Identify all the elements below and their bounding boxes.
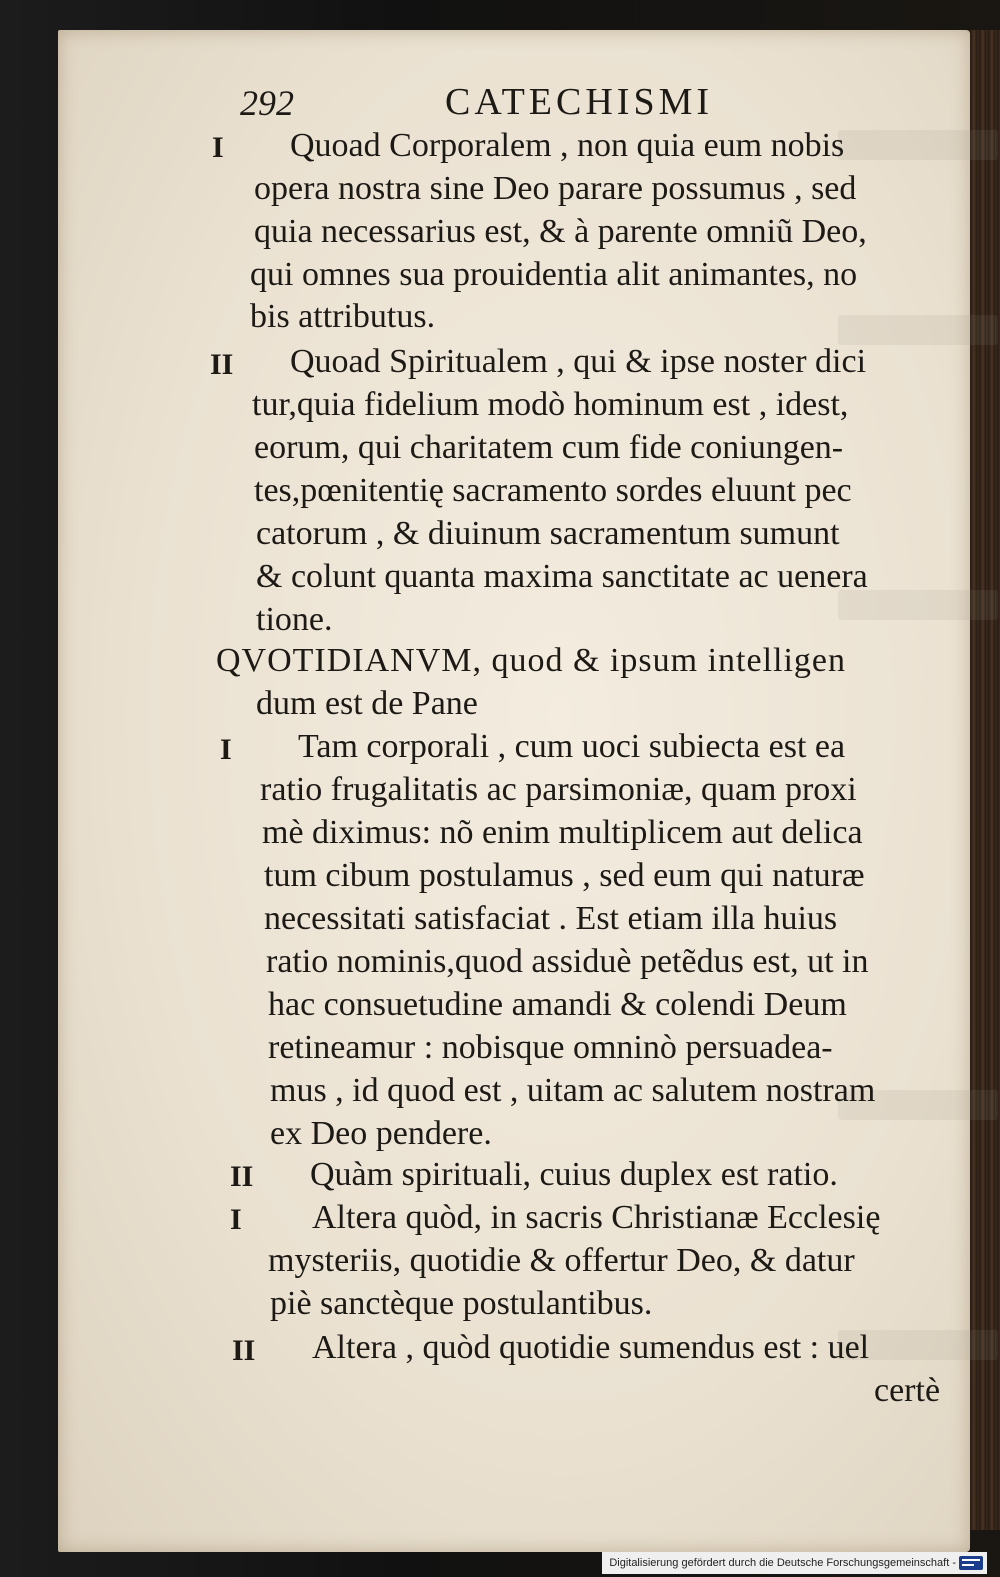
text-line: necessitati satisfaciat . Est etiam illa huius (264, 900, 838, 937)
page-edges (968, 30, 1000, 1530)
entry-marker: I (220, 733, 232, 766)
section-heading-line: QVOTIDIANVM, quod & ipsum intelligen (216, 642, 847, 679)
entry-marker: I (212, 131, 224, 164)
show-through (838, 130, 998, 160)
entry-marker: II (210, 348, 234, 381)
text-line: retineamur : nobisque omninò persuadea- (268, 1029, 833, 1066)
text-line: Quoad Spiritualem , qui & ipse noster dici (290, 343, 867, 380)
text-line: Quàm spirituali, cuius duplex est ratio. (310, 1156, 838, 1193)
text-line: catorum , & diuinum sacramentum sumunt (256, 515, 840, 552)
text-line: mysteriis, quotidie & offertur Deo, & datur (268, 1242, 855, 1279)
text-line: qui omnes sua prouidentia alit animantes, no (250, 256, 858, 293)
show-through (838, 315, 998, 345)
text-line: eorum, qui charitatem cum fide coniungen- (254, 429, 844, 466)
text-line: quia necessarius est, & à parente omniũ Deo, (254, 213, 867, 250)
text-line: tur,quia fidelium modò hominum est , idest, (252, 386, 849, 423)
entry-marker: II (232, 1334, 256, 1367)
text-line: Quoad Corporalem , non quia eum nobis (290, 127, 845, 164)
text-line: bis attributus. (250, 298, 436, 335)
text-line: & colunt quanta maxima sanctitate ac uenera (256, 558, 868, 595)
catchword: certè (874, 1372, 941, 1409)
text-line: tes,pœnitentię sacramento sordes eluunt pec (254, 472, 852, 509)
text-line: ratio nominis,quod assiduè petẽdus est, ut in (266, 943, 869, 980)
entry-marker: I (230, 1203, 242, 1236)
digitization-footer (602, 1552, 987, 1574)
text-line: mus , id quod est , uitam ac salutem nostram (270, 1072, 876, 1109)
text-line: hac consuetudine amandi & colendi Deum (268, 986, 847, 1023)
running-head: CATECHISMI (445, 81, 714, 123)
text-line: Altera , quòd quotidie sumendus est : uel (312, 1329, 870, 1366)
text-line: ex Deo pendere. (270, 1115, 492, 1152)
text-line: tione. (256, 601, 333, 638)
text-line: Altera quòd, in sacris Christianæ Ecclesię (312, 1199, 881, 1236)
text-line: dum est de Pane (256, 685, 478, 722)
text-line: piè sanctèque postulantibus. (270, 1285, 653, 1322)
entry-marker: II (230, 1160, 254, 1193)
funding-credit: Digitalisierung gefördert durch die Deutsche Forschungsgemeinschaft - (609, 1557, 956, 1569)
text-line: ratio frugalitatis ac parsimoniæ, quam proxi (260, 771, 857, 808)
text-line: opera nostra sine Deo parare possumus , sed (254, 170, 857, 207)
page-number: 292 (240, 83, 294, 123)
text-line: tum cibum postulamus , sed eum qui naturæ (264, 857, 865, 894)
text-line: mè diximus: nõ enim multiplicem aut delica (262, 814, 863, 851)
dfg-logo (959, 1556, 983, 1570)
text-line: Tam corporali , cum uoci subiecta est ea (298, 728, 846, 765)
